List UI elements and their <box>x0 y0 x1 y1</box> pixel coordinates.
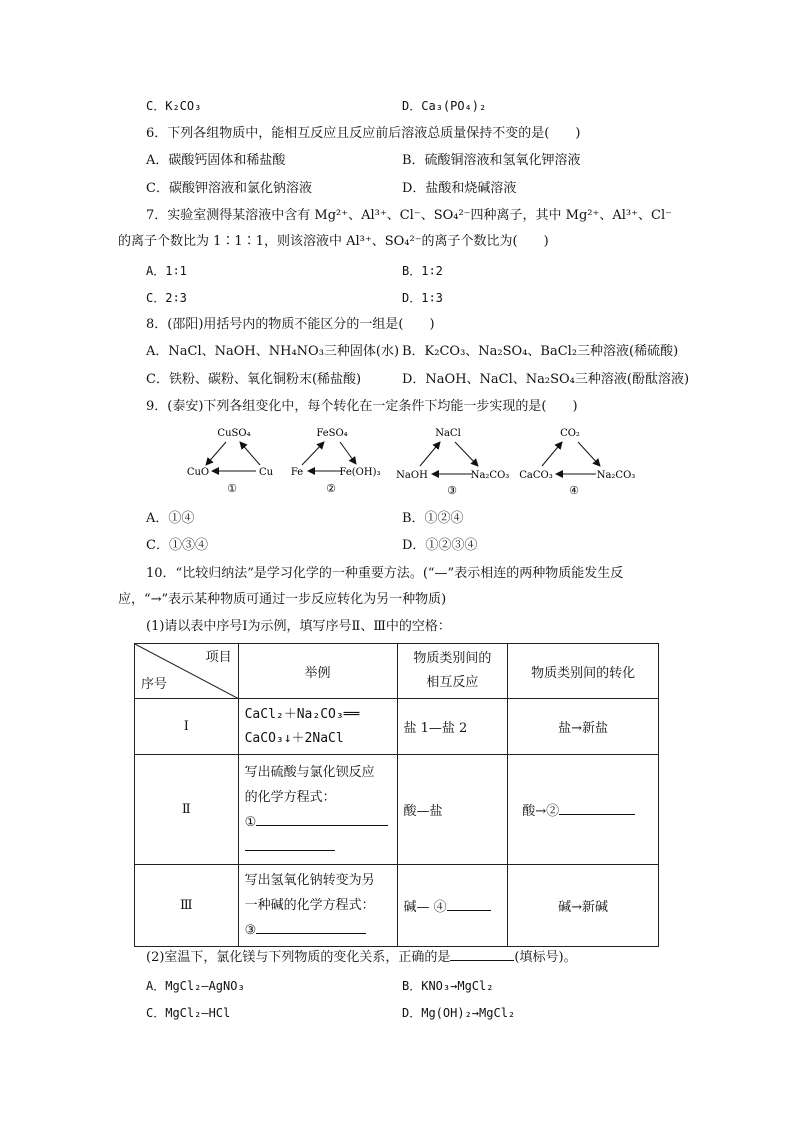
row3-example-line2: 一种碱的化学方程式： <box>244 898 375 913</box>
corner-bottom-label: 序号 <box>141 677 168 692</box>
row1-example <box>238 699 397 755</box>
diagram-4 <box>519 428 635 497</box>
option-7c: C．2∶3 <box>146 291 187 305</box>
row2-blank-label: ① <box>244 814 257 830</box>
option-5d: D．Ca₃(PO₄)₂ <box>402 99 487 113</box>
row2-conversion-label: 酸→② <box>522 804 560 819</box>
row3-example <box>238 865 397 947</box>
row2-conversion <box>508 755 659 865</box>
row2-example-line1: 写出硫酸与氯化钡反应 <box>244 764 375 780</box>
corner-cell <box>135 644 239 699</box>
d1-num: ① <box>227 482 237 495</box>
row3-no: Ⅲ <box>135 865 239 947</box>
option-8a: A．NaCl、NaOH、NH₄NO₃三种固体(水) <box>146 344 400 359</box>
option-6d: D．盐酸和烧碱溶液 <box>402 181 517 196</box>
option-7d: D．1∶3 <box>402 291 443 305</box>
row3-blank-label: ③ <box>244 923 257 938</box>
row3-reaction <box>397 865 508 947</box>
corner-top-label: 项目 <box>205 650 232 665</box>
option-9a: A．①④ <box>146 511 195 526</box>
row1-reaction: 盐 1—盐 2 <box>397 699 508 755</box>
row2-example <box>238 755 397 865</box>
option-10b: B．KNO₃→MgCl₂ <box>402 979 494 993</box>
option-10c: C．MgCl₂—HCl <box>146 1006 231 1020</box>
option-7a: A．1∶1 <box>146 264 187 278</box>
table-row <box>135 865 659 947</box>
row1-example-line2: CaCO₃↓＋2NaCl <box>244 730 344 746</box>
question-6-stem: 6．下列各组物质中，能相互反应且反应前后溶液总质量保持不变的是( ) <box>146 126 581 141</box>
d4-left: CaCO₃ <box>519 470 553 481</box>
d3-top: NaCl <box>435 428 461 439</box>
answer-blank-2[interactable] <box>559 802 635 815</box>
row1-no: Ⅰ <box>135 699 239 755</box>
header-reaction <box>397 644 508 699</box>
row3-example-line1: 写出氢氧化钠转变为另 <box>244 873 375 888</box>
table-row <box>135 755 659 865</box>
d4-top: CO₂ <box>560 428 580 439</box>
row2-reaction: 酸—盐 <box>397 755 508 865</box>
answer-blank-1[interactable] <box>256 813 388 826</box>
sub2-tail: (填标号)。 <box>514 950 577 965</box>
row3-conversion: 碱→新碱 <box>508 865 659 947</box>
question-8-stem: 8．(邵阳)用括号内的物质不能区分的一组是( ) <box>146 317 435 332</box>
option-6c: C．碳酸钾溶液和氯化钠溶液 <box>146 181 312 196</box>
option-8c: C．铁粉、碳粉、氧化铜粉末(稀盐酸) <box>146 372 362 387</box>
answer-blank-3[interactable] <box>256 921 366 934</box>
d1-top: CuSO₄ <box>217 428 251 439</box>
header-reaction-2: 相互反应 <box>426 675 479 690</box>
answer-blank-1-cont[interactable] <box>245 838 335 851</box>
comparison-table <box>134 643 659 947</box>
row2-example-line2: 的化学方程式： <box>244 789 336 805</box>
row2-no: Ⅱ <box>135 755 239 865</box>
table-header-row <box>135 644 659 699</box>
question-9-stem: 9．(泰安)下列各组变化中，每个转化在一定条件下均能一步实现的是( ) <box>146 399 578 414</box>
option-7b: B．1∶2 <box>402 264 443 278</box>
question-7-line1: 7．实验室测得某溶液中含有 Mg²⁺、Al³⁺、Cl⁻、SO₄²⁻四种离子，其中 Mg²⁺、Al³⁺、Cl⁻ <box>146 208 672 223</box>
d4-right: Na₂CO₃ <box>596 470 636 481</box>
row1-conversion: 盐→新盐 <box>508 699 659 755</box>
sub2-text: (2)室温下，氯化镁与下列物质的变化关系，正确的是 <box>146 950 451 965</box>
header-reaction-1: 物质类别间的 <box>413 651 492 666</box>
option-9b: B．①②④ <box>402 511 464 526</box>
d1-left: CuO <box>186 467 210 478</box>
d2-right: Fe(OH)₃ <box>339 467 381 478</box>
diagram-3 <box>396 428 509 497</box>
header-conversion: 物质类别间的转化 <box>508 644 659 699</box>
d2-left: Fe <box>290 467 304 478</box>
option-8d: D．NaOH、NaCl、Na₂SO₄三种溶液(酚酞溶液) <box>402 372 690 387</box>
d3-left: NaOH <box>396 470 428 481</box>
answer-blank-4[interactable] <box>447 898 491 911</box>
d4-num: ④ <box>569 484 579 497</box>
d1-right: Cu <box>258 467 274 478</box>
option-9c: C．①③④ <box>146 538 208 553</box>
question-10-sub1: (1)请以表中序号Ⅰ为示例，填写序号Ⅱ、Ⅲ中的空格： <box>146 619 451 634</box>
row1-example-line1: CaCl₂＋Na₂CO₃══ <box>244 706 360 722</box>
d2-num: ② <box>326 482 336 495</box>
question-10-line1: 10．“比较归纳法”是学习化学的一种重要方法。(“—”表示相连的两种物质能发生反 <box>146 566 624 581</box>
d2-top: FeSO₄ <box>316 428 348 439</box>
diagram-2 <box>291 428 381 495</box>
option-8b: B．K₂CO₃、Na₂SO₄、BaCl₂三种溶液(稀硫酸) <box>402 344 679 359</box>
option-10a: A．MgCl₂—AgNO₃ <box>146 979 245 993</box>
option-6b: B．硫酸铜溶液和氢氧化钾溶液 <box>402 153 581 168</box>
answer-blank-5[interactable] <box>450 948 514 961</box>
header-example: 举例 <box>238 644 397 699</box>
row3-reaction-label: 碱— ④ <box>403 900 447 915</box>
table-row <box>135 699 659 755</box>
option-9d: D．①②③④ <box>402 538 478 553</box>
question-7-line2: 的离子个数比为 1∶1∶1，则该溶液中 Al³⁺、SO₄²⁻的离子个数比为( ) <box>118 234 549 249</box>
diagram-1 <box>187 428 274 495</box>
d3-right: Na₂CO₃ <box>470 470 510 481</box>
conversion-diagrams <box>180 420 650 500</box>
option-5c: C．K₂CO₃ <box>146 99 202 113</box>
question-10-line2: 应，“→”表示某种物质可通过一步反应转化为另一种物质) <box>118 592 447 607</box>
option-10d: D．Mg(OH)₂→MgCl₂ <box>402 1006 516 1020</box>
d3-num: ③ <box>447 484 457 497</box>
question-10-sub2 <box>146 948 577 967</box>
option-6a: A．碳酸钙固体和稀盐酸 <box>146 153 286 168</box>
